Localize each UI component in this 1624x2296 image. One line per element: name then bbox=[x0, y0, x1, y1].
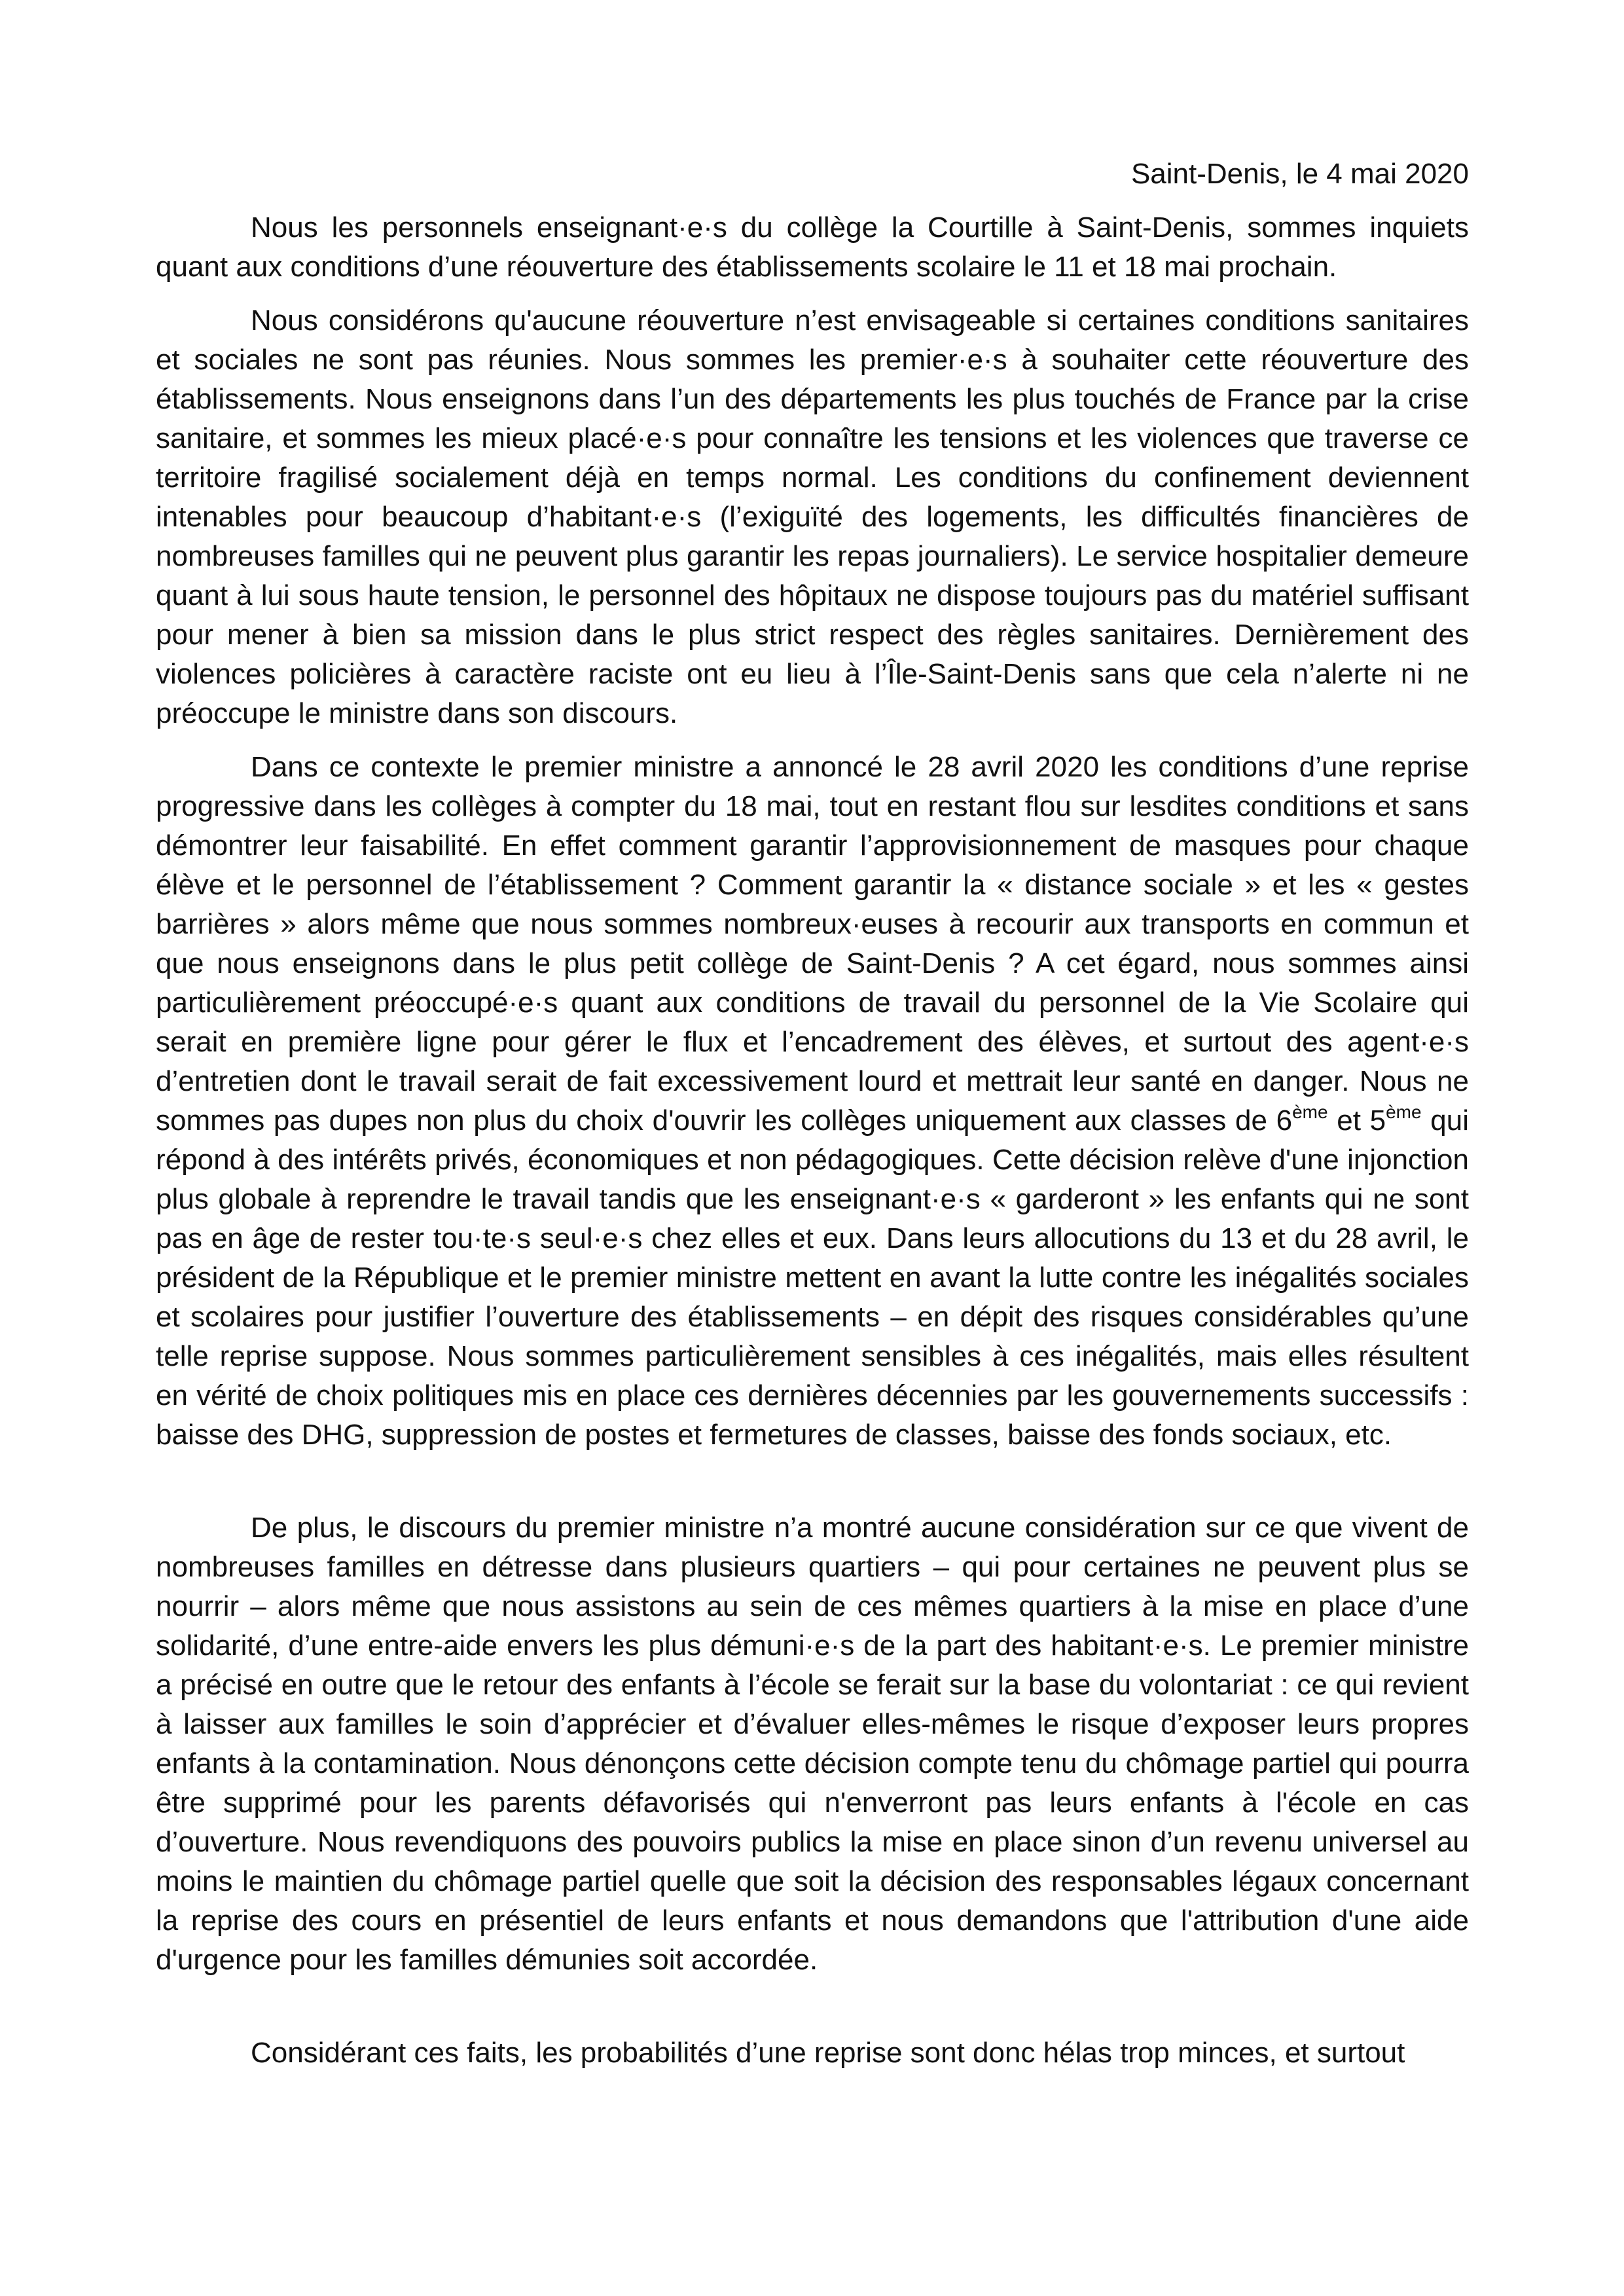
paragraph-conclusion: Considérant ces faits, les probabilités d’une reprise sont donc hélas trop minces, et surtout bbox=[251, 2037, 1405, 2069]
paragraph-conditions: Nous considérons qu'aucune réouverture n’est envisageable si certaines conditions sanitaires et sociales ne sont pas réunies. Nous sommes les premier·e·s à souhaiter cette réouverture des établissements. Nous enseignons dans l’un des départements les plus touchés de France par la crise sanitaire, et sommes les mieux placé·e·s pour connaître les tensions et les violences que traverse ce territoire fragilisé socialement déjà en temps normal. Les conditions du confinement deviennent intenables pour beaucoup d’habitant·e·s (l’exiguïté des logements, les difficultés financières de nombreuses familles qui ne peuvent plus garantir les repas journaliers). Le service hospitalier demeure quant à lui sous haute tension, le personnel des hôpitaux ne dispose toujours pas du matériel suffisant pour mener à bien sa mission dans le plus strict respect des règles sanitaires. Dernièrement des violences policières à caractère raciste ont eu lieu à l’Île-Saint-Denis sans que cela n’alerte ni ne préoccupe le ministre dans son discours. bbox=[156, 304, 1469, 729]
paragraph-families: De plus, le discours du premier ministre n’a montré aucune considération sur ce que vivent de nombreuses familles en détresse dans plusieurs quartiers – qui pour certaines ne peuvent plus se nourrir – alors même que nous assistons au sein de ces mêmes quartiers à la mise en place d’une solidarité, d’une entre-aide envers les plus démuni·e·s de la part des habitant·e·s. Le premier ministre a précisé en outre que le retour des enfants à l’école se ferait sur la base du volontariat : ce qui revient à laisser aux familles le soin d’apprécier et d’évaluer elles-mêmes le risque d’exposer leurs propres enfants à la contamination. Nous dénonçons cette décision compte tenu du chômage partiel qui pourra être supprimé pour les parents défavorisés qui n'enverront pas leurs enfants à l'école en cas d’ouverture. Nous revendiquons des pouvoirs publics la mise en place sinon d’un revenu universel au moins le maintien du chômage partiel quelle que soit la décision des responsables légaux concernant la reprise des cours en présentiel de leurs enfants et nous demandons que l'attribution d'une aide d'urgence pour les familles démunies soit accordée. bbox=[156, 1512, 1469, 1976]
paragraph-context-part-c: qui répond à des intérêts privés, économiques et non pédagogiques. Cette décision relève d'une injonction plus globale à reprendre le travail tandis que les enseignant·e·s « garderont » les enfants qui ne sont pas en âge de rester tou·te·s seul·e·s chez elles et eux. Dans leurs allocutions du 13 et du 28 avril, le président de la République et le premier ministre mettent en avant la lutte contre les inégalités sociales et scolaires pour justifier l’ouverture des établissements – en dépit des risques considérables qu’une telle reprise suppose. Nous sommes particulièrement sensibles à ces inégalités, mais elles résultent en vérité de choix politiques mis en place ces dernières décennies par les gouvernements successifs : baisse des DHG, suppression de postes et fermetures de classes, baisse des fonds sociaux, etc. bbox=[156, 1104, 1469, 1451]
date-line: Saint-Denis, le 4 mai 2020 bbox=[1130, 158, 1469, 190]
paragraph-context-part-a: Dans ce contexte le premier ministre a annoncé le 28 avril 2020 les conditions d’une reprise progressive dans les collèges à compter du 18 mai, tout en restant flou sur lesdites conditions et sans démontrer leur faisabilité. En effet comment garantir l’approvisionnement de masques pour chaque élève et le personnel de l’établissement ? Comment garantir la « distance sociale » et les « gestes barrières » alors même que nous sommes nombreux·euses à recourir aux transports en commun et que nous enseignons dans le plus petit collège de Saint-Denis ? A cet égard, nous sommes ainsi particulièrement préoccupé·e·s quant aux conditions de travail du personnel de la Vie Scolaire qui serait en première ligne pour gérer le flux et l’encadrement des élèves, et surtout des agent·e·s d’entretien dont le travail serait de fait excessivement lourd et mettrait leur santé en danger. Nous ne sommes pas dupes non plus du choix d'ouvrir les collèges uniquement aux classes de 6 bbox=[156, 751, 1469, 1137]
superscript-eme: ème bbox=[1292, 1102, 1328, 1122]
superscript-eme: ème bbox=[1386, 1102, 1422, 1122]
paragraph-context bbox=[156, 748, 1469, 1455]
letter-page bbox=[156, 155, 1469, 2073]
paragraph-intro: Nous les personnels enseignant·e·s du collège la Courtille à Saint-Denis, sommes inquiets quant aux conditions d’une réouverture des établissements scolaire le 11 et 18 mai prochain. bbox=[156, 211, 1469, 283]
paragraph-context-part-b: et 5 bbox=[1327, 1104, 1386, 1137]
